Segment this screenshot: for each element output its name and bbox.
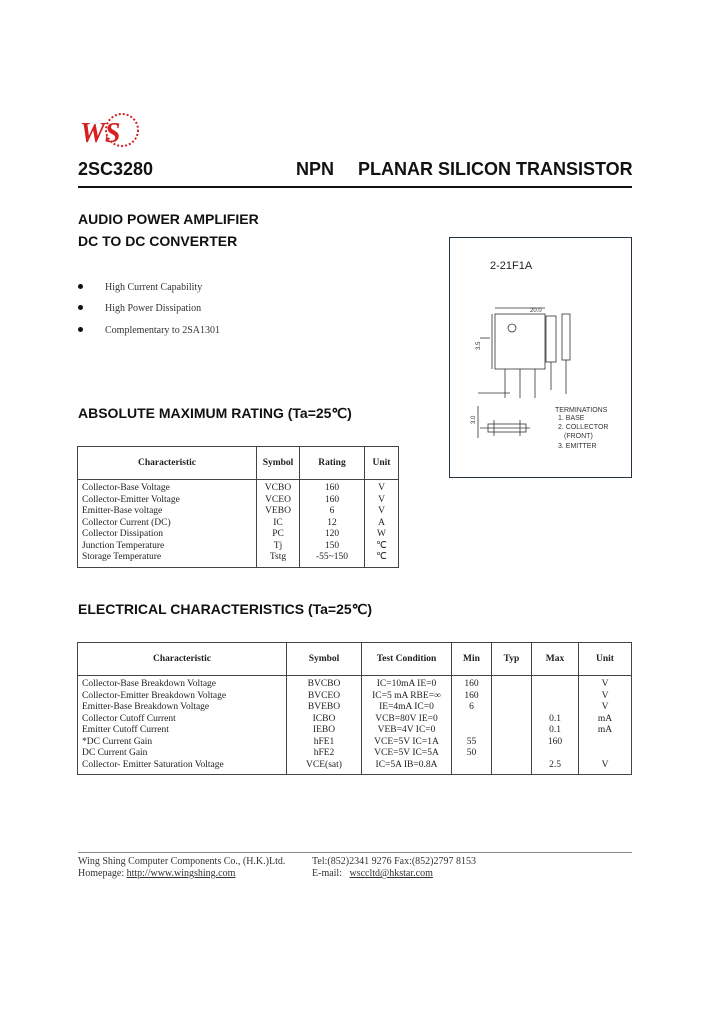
table-cell: A: [365, 518, 399, 530]
feature-label: High Power Dissipation: [105, 303, 202, 314]
table-cell: hFE1: [287, 737, 362, 749]
table-cell: Collector-Emitter Breakdown Voltage: [78, 691, 287, 703]
table-cell: VCEO: [257, 495, 300, 507]
table-row: [78, 714, 632, 726]
table-cell: [492, 748, 532, 760]
table-cell: mA: [579, 725, 632, 737]
terminal-label: (FRONT): [564, 433, 593, 440]
table-cell: 2.5: [532, 760, 579, 775]
column-header: Symbol: [287, 643, 362, 676]
table-cell: mA: [579, 714, 632, 726]
table-cell: Junction Temperature: [78, 541, 257, 553]
column-header: Characteristic: [78, 447, 257, 480]
table-cell: VCB=80V IE=0: [362, 714, 452, 726]
table-cell: IE=4mA IC=0: [362, 702, 452, 714]
table-row: [78, 748, 632, 760]
column-header: Characteristic: [78, 643, 287, 676]
table-cell: Collector Current (DC): [78, 518, 257, 530]
svg-text:3.5: 3.5: [476, 341, 482, 350]
table-cell: VCE=5V IC=1A: [362, 737, 452, 749]
table-cell: Emitter-Base Breakdown Voltage: [78, 702, 287, 714]
table-cell: [532, 748, 579, 760]
table-row: [78, 725, 632, 737]
terminal-label: 1. BASE: [558, 415, 585, 422]
package-outline-box: [449, 237, 632, 478]
table-cell: *DC Current Gain: [78, 737, 287, 749]
feature-label: Complementary to 2SA1301: [105, 325, 220, 336]
column-header: Rating: [300, 447, 365, 480]
table-cell: Collector- Emitter Saturation Voltage: [78, 760, 287, 775]
table-cell: 160: [300, 495, 365, 507]
table-cell: 6: [452, 702, 492, 714]
feature-item: [78, 303, 201, 314]
table-cell: W: [365, 529, 399, 541]
table-row: [78, 541, 399, 553]
table-cell: VCE=5V IC=5A: [362, 748, 452, 760]
column-header: Test Condition: [362, 643, 452, 676]
feature-item: [78, 282, 202, 293]
column-header: Unit: [579, 643, 632, 676]
table-header-row: [78, 447, 399, 480]
table-cell: ℃: [365, 552, 399, 567]
table-row: [78, 529, 399, 541]
table-cell: DC Current Gain: [78, 748, 287, 760]
bullet-icon: [78, 305, 83, 310]
table-cell: IC=10mA IE=0: [362, 676, 452, 691]
table-cell: 160: [300, 480, 365, 495]
table-cell: V: [579, 760, 632, 775]
table-row: [78, 676, 632, 691]
table-cell: hFE2: [287, 748, 362, 760]
table-cell: IEBO: [287, 725, 362, 737]
table-cell: [452, 714, 492, 726]
table-cell: V: [579, 676, 632, 691]
table-cell: Collector-Emitter Voltage: [78, 495, 257, 507]
table-cell: V: [579, 702, 632, 714]
table-header-row: [78, 643, 632, 676]
column-header: Unit: [365, 447, 399, 480]
absolute-max-title: ABSOLUTE MAXIMUM RATING (Ta=25℃): [78, 405, 352, 421]
homepage-link[interactable]: http://www.wingshing.com: [126, 868, 236, 879]
table-row: [78, 480, 399, 495]
package-name: 2-21F1A: [490, 260, 533, 272]
table-row: [78, 702, 632, 714]
table-cell: [492, 725, 532, 737]
table-cell: [492, 760, 532, 775]
terminal-label: 2. COLLECTOR: [558, 424, 609, 431]
table-cell: IC=5A IB=0.8A: [362, 760, 452, 775]
svg-text:3.0: 3.0: [471, 415, 477, 424]
company-logo: [78, 108, 142, 158]
table-cell: 55: [452, 737, 492, 749]
electrical-table: [77, 642, 632, 775]
table-cell: [492, 676, 532, 691]
table-cell: IC: [257, 518, 300, 530]
table-cell: 0.1: [532, 725, 579, 737]
table-cell: Collector Cutoff Current: [78, 714, 287, 726]
bullet-icon: [78, 327, 83, 332]
absolute-max-table: [77, 446, 399, 568]
svg-text:20.0: 20.0: [530, 308, 542, 314]
email-label: E-mail:: [312, 868, 342, 879]
bullet-icon: [78, 284, 83, 289]
table-cell: [579, 748, 632, 760]
table-row: [78, 506, 399, 518]
table-cell: Collector Dissipation: [78, 529, 257, 541]
table-cell: 12: [300, 518, 365, 530]
table-cell: 120: [300, 529, 365, 541]
table-cell: BVEBO: [287, 702, 362, 714]
table-cell: Emitter-Base voltage: [78, 506, 257, 518]
table-row: [78, 760, 632, 775]
table-cell: V: [365, 480, 399, 495]
table-cell: 50: [452, 748, 492, 760]
table-cell: [492, 702, 532, 714]
application-2: DC TO DC CONVERTER: [78, 233, 238, 249]
feature-label: High Current Capability: [105, 282, 203, 293]
table-cell: Collector-Base Voltage: [78, 480, 257, 495]
table-cell: V: [365, 506, 399, 518]
homepage-label: Homepage:: [78, 868, 125, 879]
table-cell: BVCEO: [287, 691, 362, 703]
application-1: AUDIO POWER AMPLIFIER: [78, 211, 259, 227]
transistor-type: NPN: [296, 159, 335, 179]
logo-lettering: WS: [80, 118, 121, 149]
homepage-line: [78, 868, 235, 879]
table-cell: V: [365, 495, 399, 507]
table-cell: Storage Temperature: [78, 552, 257, 567]
part-number: 2SC3280: [78, 159, 154, 179]
table-cell: [532, 676, 579, 691]
footer-divider: [78, 852, 632, 853]
email-link[interactable]: wsccltd@hkstar.com: [349, 868, 433, 879]
table-cell: ICBO: [287, 714, 362, 726]
table-cell: Emitter Cutoff Current: [78, 725, 287, 737]
table-cell: 160: [532, 737, 579, 749]
table-row: [78, 552, 399, 567]
table-cell: IC=5 mA RBE=∞: [362, 691, 452, 703]
table-cell: V: [579, 691, 632, 703]
table-cell: [532, 691, 579, 703]
column-header: Min: [452, 643, 492, 676]
terminal-label: TERMINATIONS: [555, 407, 608, 414]
header-divider: [78, 186, 632, 188]
phone-fax: Tel:(852)2341 9276 Fax:(852)2797 8153: [312, 856, 477, 867]
table-cell: [492, 691, 532, 703]
column-header: Symbol: [257, 447, 300, 480]
table-cell: [492, 714, 532, 726]
table-cell: [492, 737, 532, 749]
table-cell: 6: [300, 506, 365, 518]
feature-item: [78, 325, 220, 336]
table-cell: Tj: [257, 541, 300, 553]
table-cell: BVCBO: [287, 676, 362, 691]
table-cell: 150: [300, 541, 365, 553]
table-cell: VEB=4V IC=0: [362, 725, 452, 737]
table-cell: [532, 702, 579, 714]
table-row: [78, 495, 399, 507]
table-cell: 160: [452, 691, 492, 703]
column-header: Max: [532, 643, 579, 676]
table-row: [78, 691, 632, 703]
table-cell: 0.1: [532, 714, 579, 726]
package-drawing: [450, 238, 630, 476]
column-header: Typ: [492, 643, 532, 676]
table-row: [78, 737, 632, 749]
email-line: [312, 868, 433, 879]
table-cell: VEBO: [257, 506, 300, 518]
table-cell: ℃: [365, 541, 399, 553]
table-cell: VCE(sat): [287, 760, 362, 775]
page-title: PLANAR SILICON TRANSISTOR: [358, 159, 633, 179]
table-cell: -55~150: [300, 552, 365, 567]
table-cell: PC: [257, 529, 300, 541]
company-name: Wing Shing Computer Components Co., (H.K.)Ltd.: [78, 856, 286, 867]
table-cell: Tstg: [257, 552, 300, 567]
electrical-title: ELECTRICAL CHARACTERISTICS (Ta=25℃): [78, 601, 373, 617]
table-cell: [579, 737, 632, 749]
table-cell: Collector-Base Breakdown Voltage: [78, 676, 287, 691]
table-row: [78, 518, 399, 530]
table-cell: 160: [452, 676, 492, 691]
table-cell: VCBO: [257, 480, 300, 495]
table-cell: [452, 760, 492, 775]
terminal-label: 3. EMITTER: [558, 443, 597, 450]
table-cell: [452, 725, 492, 737]
